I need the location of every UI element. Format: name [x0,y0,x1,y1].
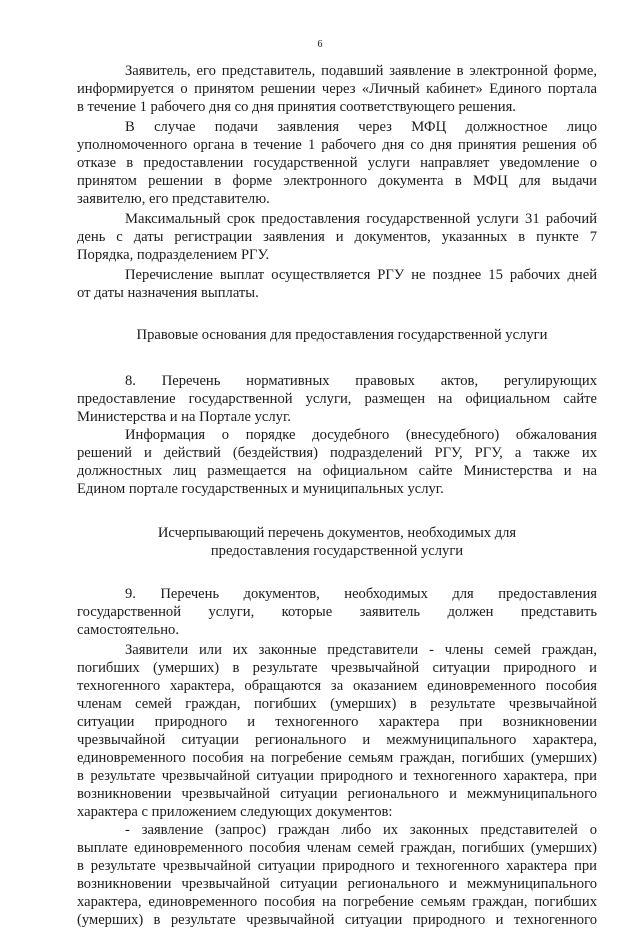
text-line: самостоятельно. [77,622,179,638]
paragraph-applicants [77,641,597,821]
text-line: погибших (умерших) в результате чрезвычайной ситуации природного и [77,660,597,676]
text-line: государственной услуги, которые заявитель должен представить [77,604,597,620]
text-line: день с даты регистрации заявления и документов, указанных в пункте 7 [77,229,597,245]
text-line: Едином портале государственных и муниципальных услуг. [77,481,444,497]
text-line: предоставление государственной услуги, размещен на официальном сайте [77,391,597,407]
paragraph-item-8 [77,372,597,426]
paragraph-payment-transfer [77,266,597,302]
text-line: (умерших) в результате чрезвычайной ситуации природного и техногенного [77,912,597,928]
text-line: чрезвычайной ситуации регионального и межмуниципального характера, [77,732,597,748]
text-line: заявителю, его представителю. [77,191,270,207]
section-heading-legal-basis: Правовые основания для предоставления государственной услуги [136,327,548,343]
paragraph-mfc-refusal [77,118,597,208]
text-line: характера, единовременного пособия на погребение семьям граждан, погибших [77,894,597,910]
document-body [77,62,597,929]
text-line: техногенного характера, обращаются за оказанием единовременного пособия [77,678,597,694]
section-heading-documents-list [77,524,597,560]
paragraph-item-9 [77,585,597,639]
page-number: 6 [317,39,323,50]
text-line: в результате чрезвычайной ситуации природного и техногенного характера при [77,858,597,874]
text-line: Максимальный срок предоставления государственной услуги 31 рабочий [125,211,597,227]
heading-line: предоставления государственной услуги [210,543,464,559]
text-line: Информация о порядке досудебного (внесудебного) обжалования [125,427,597,443]
text-line: информируется о принятом решении через «Личный кабинет» Единого портала [77,81,597,97]
paragraph-application-item [77,821,597,929]
text-line: выплате единовременного пособия членам семей граждан, погибших (умерших) [77,840,597,856]
text-line: единовременного пособия на погребение семьям граждан, погибших (умерших) [77,750,597,766]
text-line: должностных лиц размещается на официальном сайте Министерства и на [77,463,597,479]
paragraph-electronic-notification [77,62,597,116]
text-line: Министерства и на Портале услуг. [77,409,291,425]
text-line: возникновении чрезвычайной ситуации регионального и межмуниципального [77,786,597,802]
text-line: членам семей граждан, погибших (умерших) в результате чрезвычайной [77,696,597,712]
text-line: отказе в предоставлении государственной услуги направляет уведомление о [77,155,597,171]
text-line: Заявители или их законные представители - члены семей граждан, [125,642,597,658]
text-line: В случае подачи заявления через МФЦ должностное лицо [125,119,597,135]
text-line: принятом решении в форме электронного документа в МФЦ для выдачи [77,173,597,189]
paragraph-max-term [77,210,597,264]
text-line: 8. Перечень нормативных правовых актов, регулирующих [125,373,597,389]
text-line: ситуации природного и техногенного характера при возникновении [77,714,597,730]
paragraph-appeal-info [77,426,597,498]
text-line: Порядка, подразделением РГУ. [77,247,270,263]
text-line: возникновении чрезвычайной ситуации регионального и межмуниципального [77,876,597,892]
text-line: характера с приложением следующих документов: [77,804,393,820]
text-line: в течение 1 рабочего дня со дня принятия соответствующего решения. [77,99,516,115]
text-line: решений и действий (бездействия) подразделений РГУ, РГУ, а также их [77,445,597,461]
text-line: в результате чрезвычайной ситуации природного и техногенного характера, при [77,768,597,784]
text-line: Заявитель, его представитель, подавший заявление в электронной форме, [125,63,597,79]
text-line: от даты назначения выплаты. [77,285,259,301]
text-line: 9. Перечень документов, необходимых для предоставления [125,586,597,602]
heading-line: Исчерпывающий перечень документов, необходимых для [157,525,517,541]
text-line: Перечисление выплат осуществляется РГУ не позднее 15 рабочих дней [125,267,597,283]
text-line: - заявление (запрос) граждан либо их законных представителей о [125,822,597,838]
text-line: уполномоченного органа в течение 1 рабочего дня со дня принятия решения об [77,137,597,153]
